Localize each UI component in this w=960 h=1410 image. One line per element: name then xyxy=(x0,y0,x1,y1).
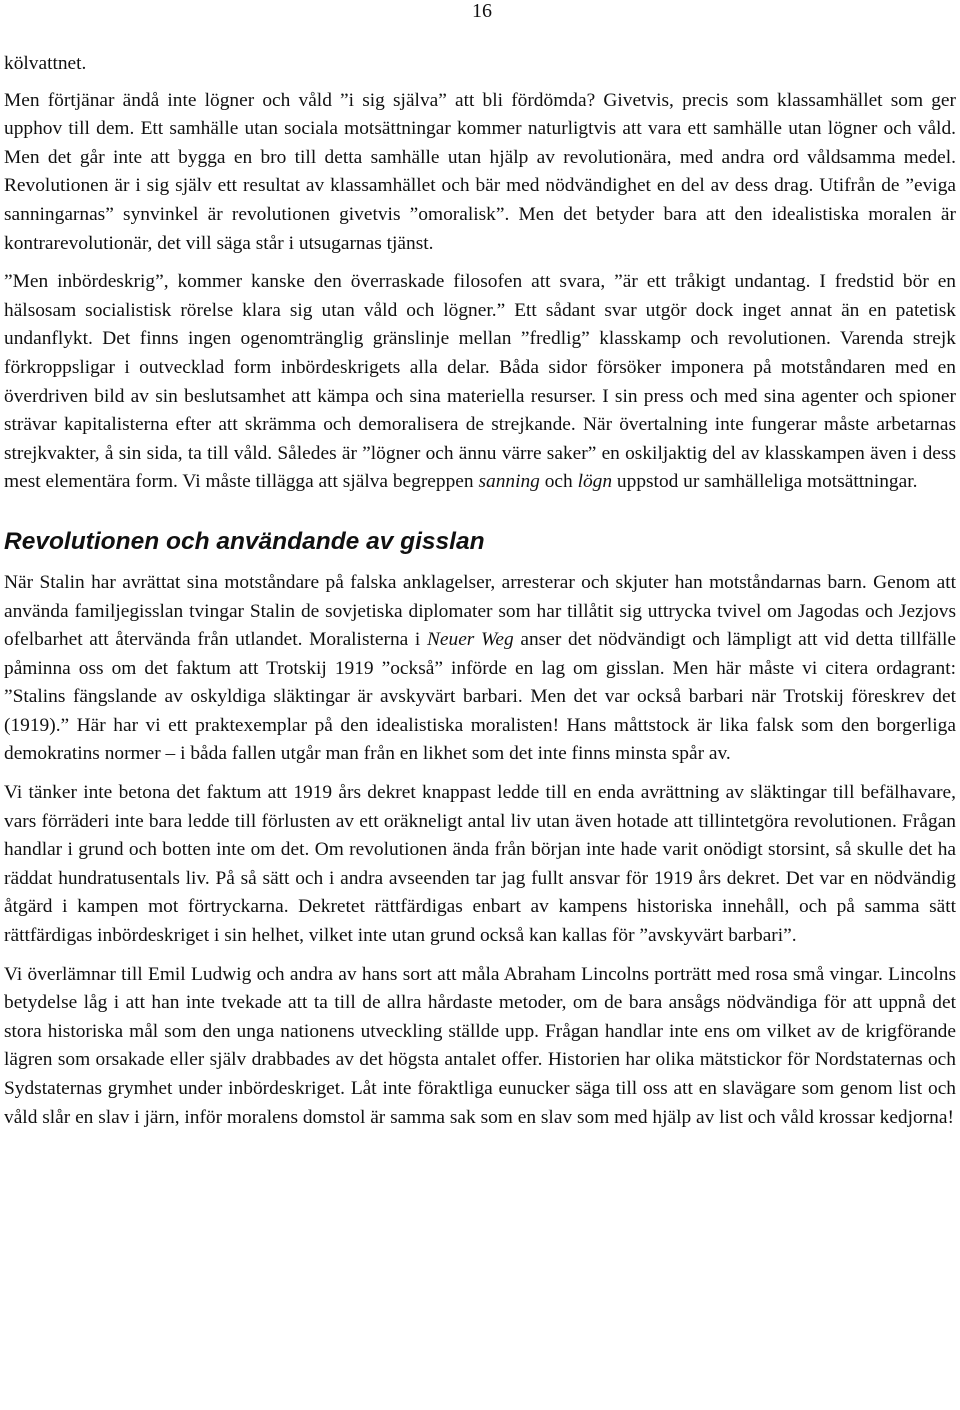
paragraph-text: och xyxy=(539,471,578,493)
paragraph-text: När Stalin har avrättat sina motståndare på falska anklagelser, arresterar och skjuter han motståndarnas barn. Genom att använda familjegisslan tvingar Stalin de sovjetiska diplomater som har tillåtit sig uttrycka tvivel om Jagodas och Jezjovs ofelbarhet att återvända från utlandet. Moralisterna i xyxy=(4,571,956,651)
paragraph-text: ”Men inbördeskrig”, kommer kanske den överraskade filosofen att svara, ”är ett tråkigt undantag. I fredstid bör en hälsosam socialistisk rörelse klara sig utan våld och lögner.” Ett sådant svar utgör dock inget annat än en patetisk undanflykt. Det finns ingen ogenomtränglig gränslinje mellan ”fredlig” klasskamp och revolutionen. Varenda strejk förkroppsligar i outvecklad form inbördeskrigets alla delar. Båda sidor försöker imponera på motståndaren med en överdriven bild av sin beslutsamhet att kämpa och sina materiella resurser. I sin press och med sina agenter och spioner strävar kapitalisterna efter att skrämma och demoralisera de strejkande. När övertalning inte fungerar måste arbetarnas strejkvakter, å sin sida, ta till våld. Således är ”lögner och ännu värre saker” en oskiljaktig del av klasskampen även i dess mest elementära form. Vi måste tillägga att själva begreppen xyxy=(4,271,956,493)
emphasis-text: Neuer Weg xyxy=(426,629,514,651)
page-number: 16 xyxy=(472,0,492,22)
paragraph xyxy=(4,268,956,497)
emphasis-text: lögn xyxy=(577,471,613,493)
paragraph-text: anser det nödvändigt och lämpligt att vid detta tillfälle påminna oss om det faktum att Trotskij 1919 ”också” införde en lag om gisslan. Men här måste vi citera ordagrant: ”Stalins fängslande av oskyldiga släktingar är avskyvärt barbari. Men det var också barbari när Trotskij föreskrev det (1919).” Här har vi ett praktexemplar på den idealistiska moralisten! Hans måttstock är lika falsk som den borgerliga demokratins normer – i båda fallen utgår man från en likhet som det inte finns minsta spår av. xyxy=(4,629,956,765)
paragraph-text: uppstod ur samhälleliga motsättningar. xyxy=(612,471,918,493)
page-content xyxy=(4,50,956,1142)
paragraph xyxy=(4,569,956,769)
paragraph: Vi överlämnar till Emil Ludwig och andra av hans sort att måla Abraham Lincolns porträtt med rosa små vingar. Lincolns betydelse låg i att han inte tvekade att ta till de allra hårdaste metoder, om de bara ansågs nödvändiga för att uppnå det stora historiska mål som den unga nationens utveckling ställde upp. Frågan handlar inte ens om vilket av de krigförande lägren som orsakade eller själv drabbades av det högsta antalet offer. Historien har olika mätstickor för Nordstaternas och Sydstaternas grymhet under inbördeskriget. Låt inte föraktliga eunucker säga till oss att en slavägare som genom list och våld slår en slav i järn, inför moralens domstol är samma sak som en slav som med hjälp av list och våld krossar kedjorna! xyxy=(4,963,956,1128)
paragraph: Vi tänker inte betona det faktum att 1919 års dekret knappast ledde till en enda avrättning av släktingar till befälhavare, vars förräderi inte bara ledde till förlusten av ett oräkneligt antal liv utan även hotade att tillintetgöra revolutionen. Frågan handlar i grund och botten inte om det. Om revolutionen ända från början inte hade varit onödigt storsint, så skulle det ha räddat hundratusentals liv. På så sätt och i andra avseenden tar jag fullt ansvar för 1919 års dekret. Det var en nödvändig åtgärd i kampen mot förtryckarna. Dekretet rättfärdigas enbart av kampens historiska innehåll, och på samma sätt rättfärdigas inbördeskriget i sin helhet, vilket inte utan grund också kan kallas för ”avskyvärt barbari”. xyxy=(4,782,956,947)
emphasis-text: sanning xyxy=(478,471,540,493)
paragraph-continuation: kölvattnet. xyxy=(4,53,87,74)
paragraph: Men förtjänar ändå inte lögner och våld ”i sig själva” att bli fördömda? Givetvis, precis som klassamhället som ger upphov till dem. Ett samhälle utan sociala motsättningar kommer naturligtvis att vara ett samhälle utan lögner och våld. Men det går inte att bygga en bro till detta samhälle utan hjälp av revolutionära, med andra ord våldsamma medel. Revolutionen är i sig själv ett resultat av klassamhället och bär med nödvändighet en del av dess drag. Utifrån de ”eviga sanningarnas” synvinkel är revolutionen givetvis ”omoralisk”. Men det betyder bara att den idealistiska moralen är kontrarevolutionär, det vill säga står i utsugarnas tjänst. xyxy=(4,89,956,254)
section-heading: Revolutionen och användande av gisslan xyxy=(4,527,485,555)
